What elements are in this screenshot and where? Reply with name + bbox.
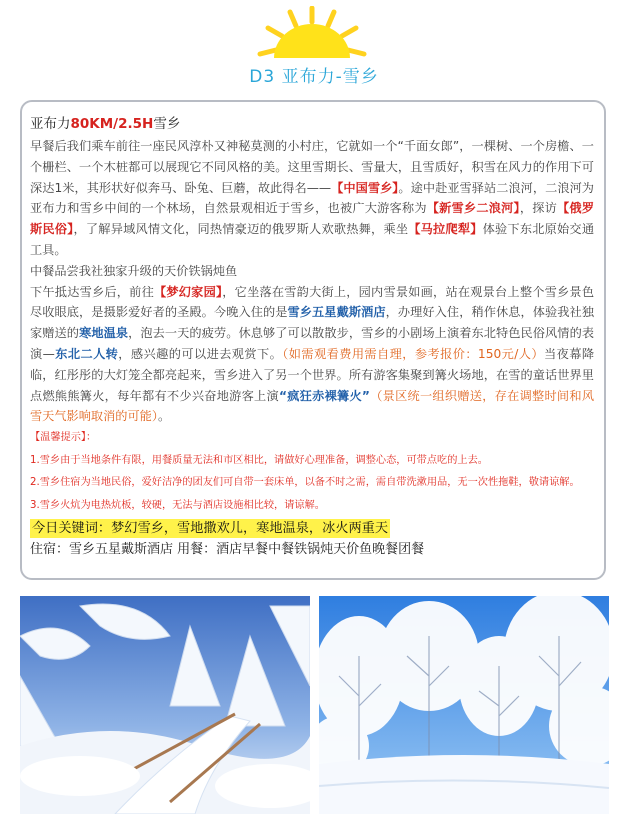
text-segment: ，它坐落在雪韵大街上，园内雪景如画，站在观景台上整个雪乡景色尽收眼底，是摄影爱好者的圣殿。今晚入住的是 [30,284,595,320]
highlight-china-snow-town: 【中国雪乡】 [331,180,399,195]
route-distance: 80KM/2.5H [70,116,154,132]
route-origin: 亚布力 [30,116,71,132]
text-segment: ，泡去一天的疲劳。休息够了可以散散步，雪乡的小剧场上演着东北特色民俗风情的表演— [30,326,595,361]
day-title: D3 亚布力-雪乡 [249,67,379,87]
tips-title: 【温馨提示】： [30,432,97,444]
route-destination: 雪乡 [153,116,181,132]
sun-icon [252,6,372,60]
highlight-horse-sled: 【马拉爬犁】 [408,222,483,237]
morning-paragraph [30,136,594,261]
text-segment: ，感兴趣的可以进去观赏下。 [118,346,283,361]
highlight-dream-home: 【梦幻家园】 [153,284,223,299]
tip-item: 3.雪乡火炕为电热炕板，较硬，无法与酒店设施相比较，请谅解。 [30,499,325,511]
itinerary-card [20,100,606,580]
afternoon-paragraph [30,282,594,428]
highlight-bonfire: “疯狂赤裸篝火” [278,388,370,403]
frosted-trees-photo [319,596,609,814]
text-segment: 。途中赴亚雪驿站二浪河，二浪河为亚布力和雪乡中间的一个林场，自然景观相近于雪乡，也被广大游客称为 [30,180,594,216]
text-segment: 早餐后我们乘车前往一座民风淳朴又神秘莫测的小村庄，它就如一个“千面女郎”，一棵树、一个房檐、一个栅栏、一个木桩都可以展现它不同风格的美。这里雪期长、雪量大，且雪质好，积雪在风力的作用下可深达1米，其形状好似奔马、卧兔、巨蘑，故此得名—— [30,139,594,195]
highlight-erlanghe: 【新雪乡二浪河】 [426,201,520,216]
highlight-hot-spring: 寒地温泉 [79,326,129,341]
text-segment: 下午抵达雪乡后，前往 [30,284,154,299]
tip-item: 2.雪乡住宿为当地民俗，爱好洁净的团友们可自带一套床单，以备不时之需，需自带洗漱用品，无一次性拖鞋，敬请谅解。 [30,477,580,489]
highlight-russian-folk: 【俄罗斯民俗】 [30,201,595,237]
text-segment: ，了解异域风情文化，同热情豪迈的俄罗斯人欢歌热舞，乘坐 [73,222,409,237]
bonfire-note: （景区统一组织赠送，存在调整时间和风雪天气影响取消的可能） [30,388,594,424]
text-segment: 。 [157,409,171,424]
accommodation-meals: 住宿：雪乡五星戴斯酒店 用餐：酒店早餐中餐铁锅炖天价鱼晚餐团餐 [30,542,425,558]
price-note: （如需观看费用需自理，参考报价：150元/人） [282,346,544,361]
text-segment: ，探访 [519,201,558,216]
text-segment: 当夜幕降临，红彤彤的大灯笼全都亮起来，雪乡进入了另一个世界。所有游客集聚到篝火场地，在雪的童话世界里点燃熊熊篝火，每年都有不少兴奋地游客上演 [30,346,595,403]
snowy-forest-road-photo [20,596,310,814]
route-heading [30,114,594,134]
tip-item: 1.雪乡由于当地条件有限，用餐质量无法和市区相比，请做好心理准备，调整心态，可带点吃的上去。 [30,454,488,466]
keywords-banner: 今日关键词：梦幻雪乡，雪地撒欢儿，寒地温泉，冰火两重天 [32,521,389,537]
lunch-paragraph: 中餐品尝我社独家升级的天价铁锅炖鱼 [30,263,238,278]
highlight-errenzhuan: 东北二人转 [54,346,119,361]
text-segment: ，办理好入住，稍作休息，体验我社独家赠送的 [30,305,595,341]
text-segment: 体验下东北原始交通工具。 [30,222,595,257]
highlight-hotel: 雪乡五星戴斯酒店 [287,305,386,320]
